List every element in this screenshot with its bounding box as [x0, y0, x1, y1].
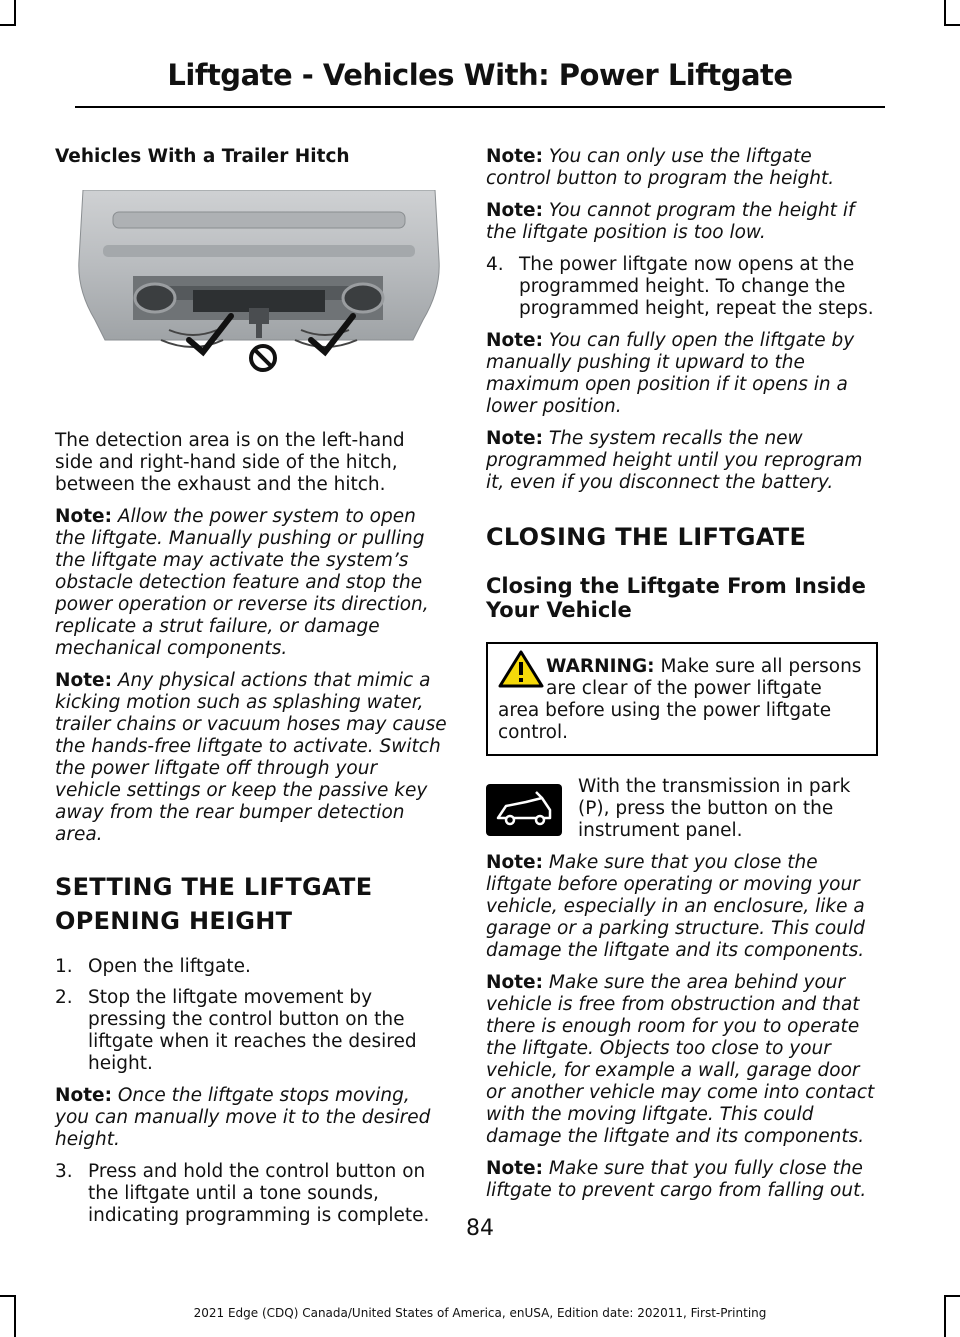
step-text: Open the liftgate.	[88, 956, 251, 977]
section-title-closing: CLOSING THE LIFTGATE	[486, 523, 807, 551]
warning-text: Make sure all persons are clear of the power liftgate area before using the power liftgate control.	[498, 656, 862, 743]
note-label: Note:	[55, 1085, 112, 1106]
warning-label: WARNING:	[546, 656, 655, 677]
note-label: Note:	[486, 852, 543, 873]
crop-mark	[944, 1295, 960, 1297]
left-column	[55, 146, 447, 1237]
note-label: Note:	[55, 506, 112, 527]
note-text: You can only use the liftgate control button to program the height.	[486, 146, 835, 189]
note-label: Note:	[486, 146, 543, 167]
edition-footer: 2021 Edge (CDQ) Canada/United States of America, enUSA, Edition date: 202011, First-Printing	[193, 1306, 767, 1320]
note-recalls-height	[486, 428, 878, 494]
instrument-panel-instruction: With the transmission in park (P), press the button on the instrument panel.	[578, 776, 851, 841]
note-label: Note:	[55, 670, 112, 691]
note-label: Note:	[486, 972, 543, 993]
note-text: Make sure that you close the liftgate before operating or moving your vehicle, especially in an enclosure, like a garage or a parking structure. This could damage the liftgate and its components.	[486, 852, 865, 961]
instrument-panel-button-row	[486, 776, 878, 842]
warning-box	[486, 642, 878, 756]
trailer-hitch-illustration	[73, 190, 445, 390]
note-text: Make sure the area behind your vehicle is free from obstruction and that there is enough room for you to operate the liftgate. Objects too close to your vehicle, for example a wall, garage door or another vehicle may come into contact with the moving liftgate. This could damage the liftgate and its components.	[486, 972, 875, 1147]
note-text: Make sure that you fully close the liftgate to prevent cargo from falling out.	[486, 1158, 867, 1201]
note-obstruction	[486, 972, 878, 1148]
crop-mark	[0, 1295, 16, 1297]
trailer-hitch-subheading: Vehicles With a Trailer Hitch	[55, 146, 350, 167]
step-item	[55, 956, 447, 978]
step-item	[55, 987, 447, 1075]
detection-area-text: The detection area is on the left-hand side and right-hand side of the hitch, between the exhaust and the hitch.	[55, 430, 405, 495]
note-power-system	[55, 506, 447, 660]
crop-mark	[944, 24, 960, 26]
liftgate-button-icon	[486, 784, 562, 836]
note-text: The system recalls the new programmed height until you reprogram it, even if you disconnect the battery.	[486, 428, 863, 493]
page-number: 84	[466, 1216, 494, 1241]
step-text: Stop the liftgate movement by pressing the control button on the liftgate when it reaches the desired height.	[88, 987, 417, 1074]
step-number: 1.	[55, 956, 73, 977]
note-text: You cannot program the height if the liftgate position is too low.	[486, 200, 855, 243]
note-too-low	[486, 200, 878, 244]
note-text: Once the liftgate stops moving, you can manually move it to the desired height.	[55, 1085, 431, 1150]
step-text: The power liftgate now opens at the programmed height. To change the programmed height, repeat the steps.	[519, 254, 874, 319]
note-manual-move	[55, 1085, 447, 1151]
section-title-line-1: SETTING THE LIFTGATE	[55, 873, 373, 901]
section-title-setting-height	[55, 870, 447, 938]
page-header-title: Liftgate - Vehicles With: Power Liftgate	[167, 58, 793, 92]
note-fully-open	[486, 330, 878, 418]
note-control-button	[486, 146, 878, 190]
note-label: Note:	[486, 200, 543, 221]
header-rule	[75, 106, 885, 108]
note-text: You can fully open the liftgate by manually pushing it upward to the maximum open position if it opens in a lower position.	[486, 330, 855, 417]
crop-mark	[14, 0, 16, 26]
step-item	[486, 254, 878, 320]
step-text: Press and hold the control button on the liftgate until a tone sounds, indicating programming is complete.	[88, 1161, 430, 1226]
section-title-line-2: OPENING HEIGHT	[55, 907, 293, 935]
note-text: Any physical actions that mimic a kicking motion such as splashing water, trailer chains or vacuum hoses may cause the hands-free liftgate to activate. Switch the power liftgate off through your vehicle settings or keep the passive key away from the rear bumper detection area.	[55, 670, 447, 845]
note-kicking-motion	[55, 670, 447, 846]
crop-mark	[944, 0, 946, 26]
subsection-title-inside-vehicle: Closing the Liftgate From Inside Your Vehicle	[486, 574, 866, 622]
note-close-before-moving	[486, 852, 878, 962]
note-label: Note:	[486, 330, 543, 351]
note-text: Allow the power system to open the liftgate. Manually pushing or pulling the liftgate may activate the system’s obstacle detection feature and stop the power operation or reverse its direction, replicate a strut failure, or damage mechanical components.	[55, 506, 429, 659]
setting-steps-list	[55, 956, 447, 1075]
right-column	[486, 146, 878, 1212]
note-label: Note:	[486, 1158, 543, 1179]
note-fully-close	[486, 1158, 878, 1202]
step-number: 2.	[55, 987, 73, 1008]
crop-mark	[0, 24, 16, 26]
rear-bumper-detection-image	[73, 190, 445, 390]
step-number: 4.	[486, 254, 504, 275]
warning-triangle-icon	[498, 650, 544, 688]
liftgate-car-icon	[486, 784, 562, 836]
setting-steps-list-right	[486, 254, 878, 320]
note-label: Note:	[486, 428, 543, 449]
step-number: 3.	[55, 1161, 73, 1182]
